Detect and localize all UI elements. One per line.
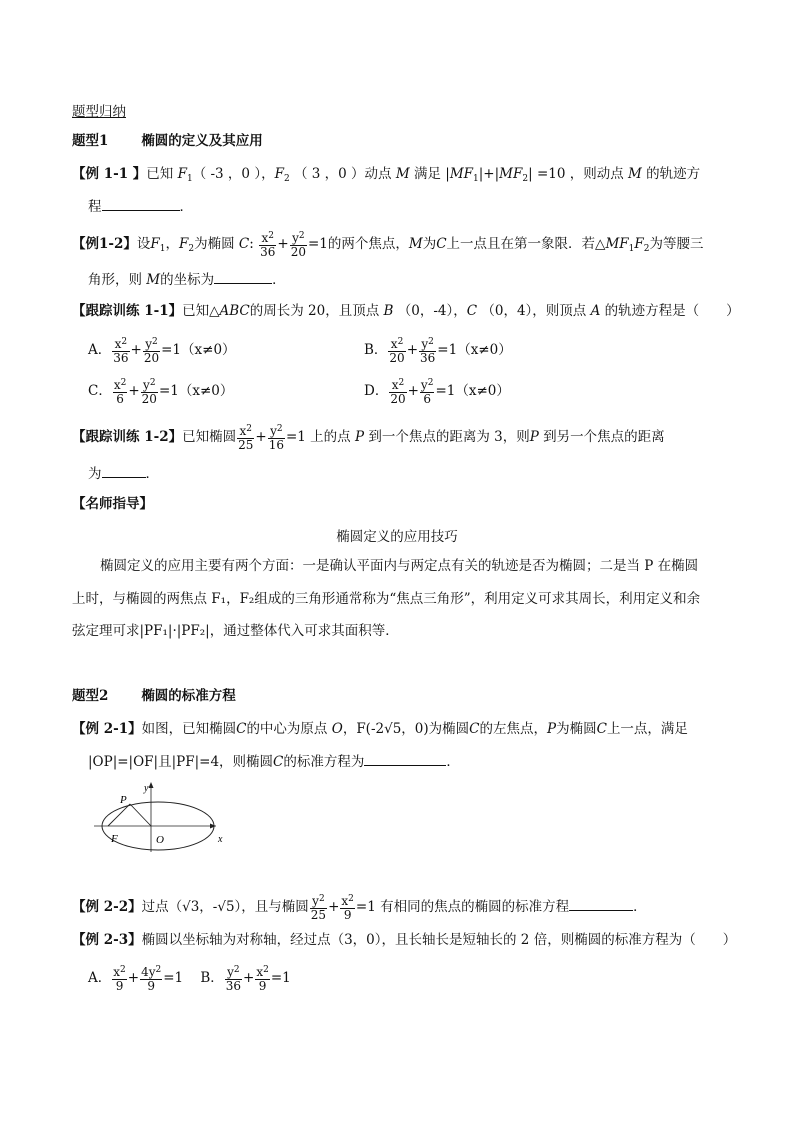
text: 上一点且在第一象限．若△ [446,236,606,252]
text: 角形，则 [88,272,142,288]
example-tag: 【例 2-1】 [72,721,142,737]
denominator: 36 [420,351,436,365]
training-1-2-cont: 为 ． [88,463,159,484]
example-tag: 【例 2-3】 [72,932,142,948]
text: =1 有相同的焦点的椭圆的标准方程 [355,899,570,915]
example-2-2: 【例 2-2】过点（√3，-√5），且与椭圆 $\frac{y^2}{25}$ + $\frac{x^2}{9}$ =1 有相同的焦点的椭圆的标准方程 ． [72,894,647,922]
type1-heading [72,131,263,151]
denominator: 36 [113,351,129,365]
teacher-guide-tag: 【名师指导】 [72,496,153,512]
text: 过点（√3，-√5），且与椭圆 [141,899,309,915]
type1-label: 题型1 [72,133,109,149]
option-letter: B． [200,970,224,986]
example-2-3-options [88,964,291,993]
training-1-2: 【跟踪训练 1-2】已知椭圆 $\frac{x^2}{25}$ + $\frac{y^2}{16}$ =1 上的点 P 到一个焦点的距离为 3，则P 到另一个焦点的距离 [72,424,665,452]
text: 的中心为原点 [246,721,328,737]
option-b[interactable]: B． $\frac{x^2}{20}$ + $\frac{y^2}{36}$ =1（x≠0） [364,337,512,365]
option-letter: A． [88,342,112,358]
option-a[interactable]: A． $\frac{x^2}{36}$ + $\frac{y^2}{20}$ =1（x≠0） [88,337,236,365]
type2-label: 题型2 [72,688,109,704]
text: （ -3 ，0 ）， [192,166,275,182]
training-tag: 【跟踪训练 1-2】 [72,429,183,445]
answer-blank [214,269,272,284]
text: 的周长为 20，且顶点 [249,303,380,319]
text: 的标准方程为 [283,754,365,770]
label-p: P [120,794,127,806]
example-1-1: 【例 1-1 】已知 $F_1$（ -3 ，0 ），$F_2$ （ 3 ，0 ）动点 M 满足 $|MF_1|+|MF_2| =10$ ，则动点 M 的轨迹方 [72,166,701,184]
option-letter: B． [364,342,388,358]
option-letter: C． [88,383,112,399]
option-tail: =1（x≠0） [161,342,236,358]
text: 的坐标为 [160,272,215,288]
text: 为 [422,236,437,252]
answer-blank [102,196,180,211]
denominator: 20 [141,392,157,406]
text: 到一个焦点的距离为 3，则 [368,429,530,445]
option-tail: =1 [163,970,184,986]
denominator: 6 [423,392,431,406]
training-tag: 【跟踪训练 1-1】 [72,303,183,319]
label-x: x [218,834,223,845]
text: 上一点，满足 [606,721,688,737]
answer-blank [364,751,446,766]
teacher-line-2: 上时，与椭圆的两焦点 F₁，F₂组成的三角形通常称为“焦点三角形”，利用定义可求其周长，利用定义和余 [72,591,701,607]
label-f: F [111,833,118,845]
text: F(-2√5，0)为椭圆 [356,721,470,737]
text: |OP|=|OF|且|PF|=4，则椭圆 [88,754,274,770]
training-1-1: 【跟踪训练 1-1】已知△ABC的周长为 20，且顶点 B （0，-4），C （0，4），则顶点 A 的轨迹方程是（ ） [72,303,740,319]
example-2-1: 【例 2-1】如图，已知椭圆C的中心为原点 O，F(-2√5，0)为椭圆C的左焦点，P为椭圆C上一点，满足 [72,721,688,737]
text: 的左焦点， [479,721,547,737]
denominator: 20 [390,392,406,406]
example-tag: 【例 1-1 】 [72,166,147,182]
text: 为等腰三 [649,236,704,252]
option-letter: D． [364,383,389,399]
text: 为椭圆 [194,236,235,252]
text: 的轨迹方 [646,166,701,182]
text: 已知△ [182,303,220,319]
text: 如图，已知椭圆 [141,721,237,737]
option-tail: =1（x≠0） [435,383,510,399]
option-a[interactable]: A． $\frac{x^2}{9}$ + $\frac{4y^2}{9}$ =1 [88,965,184,993]
option-b[interactable]: B． $\frac{y^2}{36}$ + $\frac{x^2}{9}$ =1 [200,965,291,993]
text: （ 3 ，0 ）动点 [293,166,392,182]
segment-pf [108,804,130,826]
example-tag: 【例1-2】 [72,236,137,252]
option-tail: =1（x≠0） [158,383,234,399]
text: 程 [88,199,102,215]
text: 已知椭圆 [182,429,237,445]
text: （0，-4）， [397,303,467,319]
text: 为椭圆 [556,721,597,737]
text: 为 [88,466,102,482]
teacher-guide-title: 椭圆定义的应用技巧 [336,529,458,545]
ellipse-figure [94,780,234,852]
denominator: 20 [143,351,160,365]
example-1-1-cont: 程 ． [88,196,193,217]
section-heading: 题型归纳 [72,104,126,120]
segment-po [130,804,151,826]
fraction: $\frac{x^2}{36}$ [260,231,276,259]
label-y: y [144,783,149,794]
option-c[interactable]: C． $\frac{x^2}{6}$ + $\frac{y^2}{20}$ =1（x≠0） [88,378,234,406]
teacher-line-1: 椭圆定义的应用主要有两个方面：一是确认平面内与两定点有关的轨迹是否为椭圆；二是当 P 在椭圆 [100,558,699,574]
label-o: O [156,834,164,846]
text: （0，4），则顶点 [481,303,587,319]
option-letter: A． [88,970,112,986]
example-1-2-cont: 角形，则 M的坐标为 ． [88,269,286,290]
fraction: $\frac{y^2}{20}$ [290,231,306,259]
example-1-2: 【例1-2】设$F_1$，$F_2$为椭圆 C: $\frac{x^2}{36}$ + $\frac{y^2}{20}$ =1的两个焦点，M为C上一点且在第一象限．若$\triangle MF_1F_2$为等腰三 [72,231,704,259]
text: 满足 [413,166,441,182]
text: =1 上的点 [285,429,351,445]
text: =10 ，则动点 [536,166,624,182]
text: 设 [136,236,151,252]
answer-blank [569,896,633,911]
denominator: 6 [116,392,124,406]
y-axis-arrow [149,782,154,788]
example-2-3 [72,930,736,950]
text: =1的两个焦点， [307,236,409,252]
option-tail: =1 [270,970,291,986]
denominator: 20 [389,351,405,365]
example-2-1-cont: |OP|=|OF|且|PF|=4，则椭圆C的标准方程为 ． [88,751,460,772]
teacher-line-3: 弦定理可求|PF₁|·|PF₂|，通过整体代入可求其面积等． [72,623,399,639]
x-axis-arrow [210,824,216,829]
option-d[interactable]: D． $\frac{x^2}{20}$ + $\frac{y^2}{6}$ =1（x≠0） [364,378,510,406]
type2-heading [72,686,236,706]
option-tail: =1（x≠0） [437,342,512,358]
text: 到另一个焦点的距离 [543,429,665,445]
text: 已知 [146,166,174,182]
text: 的轨迹方程是（ ） [604,303,740,319]
answer-blank [102,463,146,478]
type2-title: 椭圆的标准方程 [141,688,236,704]
example-tag: 【例 2-2】 [72,899,142,915]
text: 椭圆以坐标轴为对称轴，经过点（3，0），且长轴长是短轴长的 2 倍，则椭圆的标准方程为（ ） [141,932,737,948]
type1-title: 椭圆的定义及其应用 [141,133,263,149]
